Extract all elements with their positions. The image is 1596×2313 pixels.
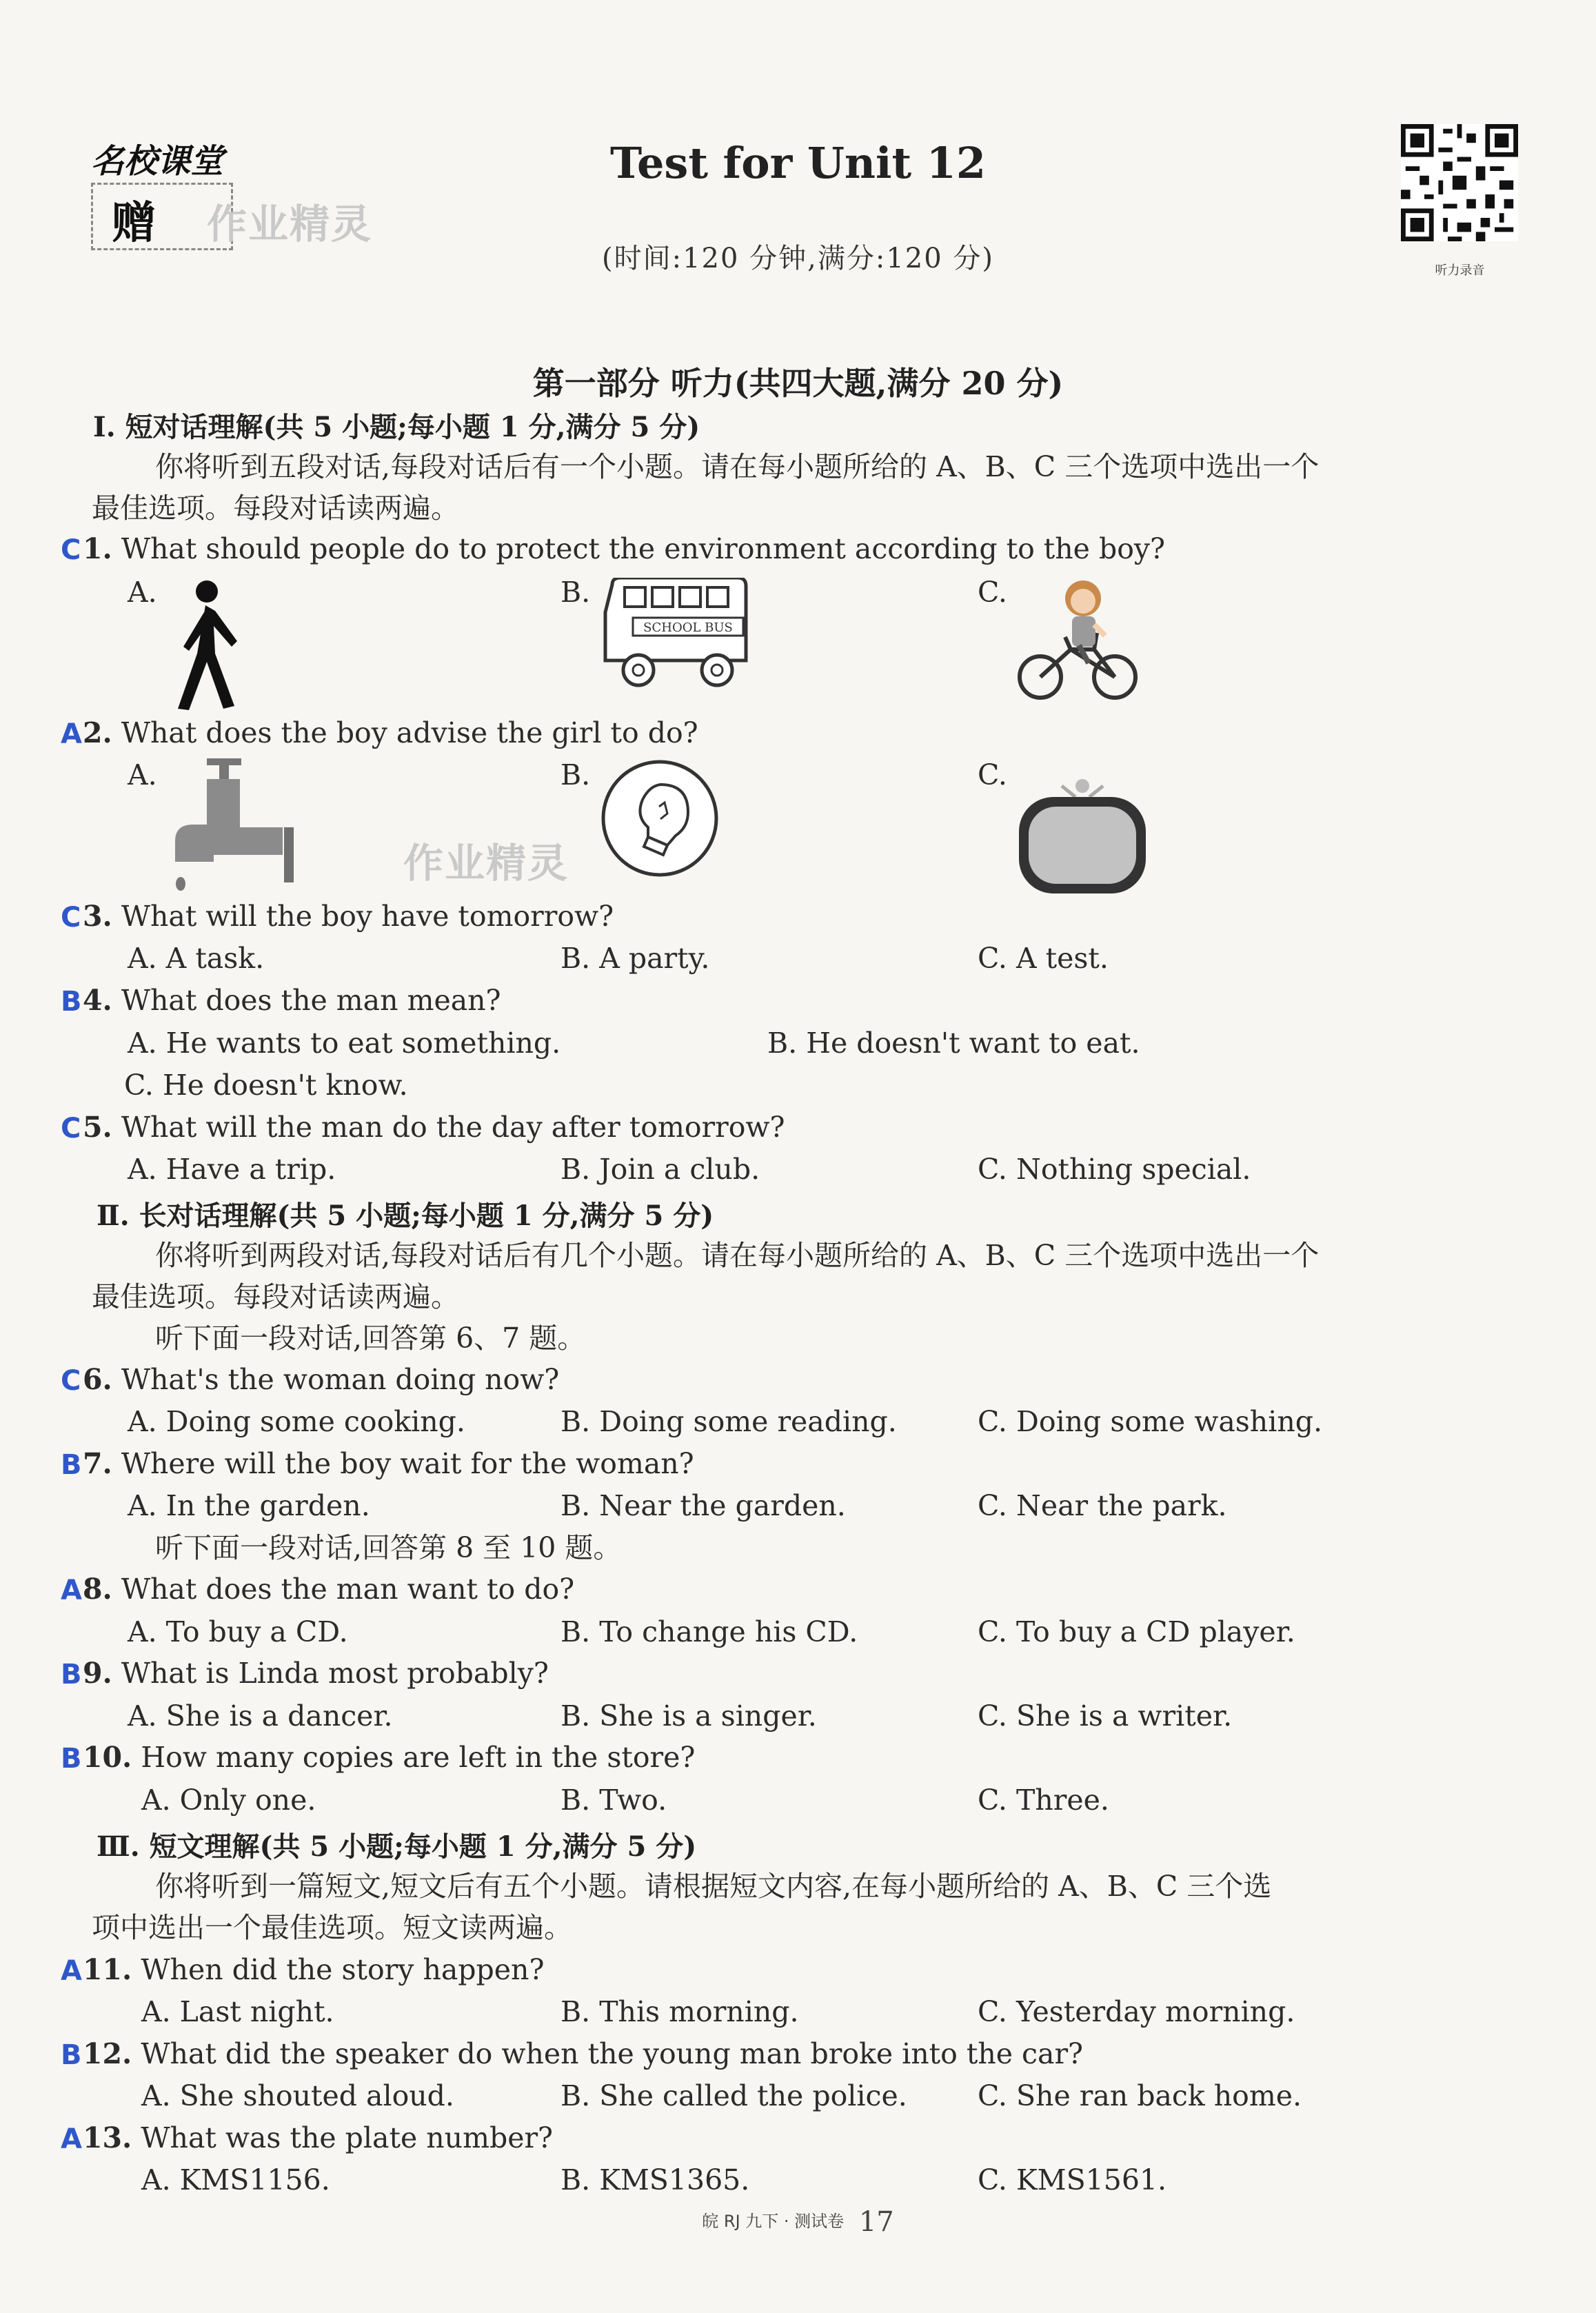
option-2b: B. — [560, 758, 591, 791]
question-text: What does the boy advise the girl to do? — [121, 716, 698, 749]
answer-mark-9: B — [61, 1659, 82, 1690]
answer-mark-7: B — [61, 1449, 82, 1481]
option-11c: C. Yesterday morning. — [978, 1995, 1295, 2028]
question-text: What does the man want to do? — [121, 1573, 575, 1606]
section-2-instruction-line1: 你将听到两段对话,每段对话后有几个小题。请在每小题所给的 A、B、C 三个选项中选出一个 — [155, 1239, 1320, 1272]
option-7c: C. Near the park. — [978, 1489, 1227, 1522]
option-8c: C. To buy a CD player. — [978, 1615, 1295, 1648]
answer-mark-11: A — [61, 1955, 82, 1987]
question-text: When did the story happen? — [141, 1953, 545, 1986]
gift-badge-label: 赠 — [112, 198, 156, 249]
option-8a: A. To buy a CD. — [128, 1615, 348, 1648]
question-text: What did the speaker do when the young man broke into the car? — [141, 2037, 1084, 2070]
question-text: Where will the boy wait for the woman? — [121, 1447, 694, 1480]
brand-logo-text: 名校课堂 — [91, 142, 224, 181]
section-3-instruction-line1: 你将听到一篇短文,短文后有五个小题。请根据短文内容,在每小题所给的 A、B、C 三个选 — [155, 1870, 1272, 1903]
section-1-instruction-line2: 最佳选项。每段对话读两遍。 — [92, 492, 459, 525]
television-icon — [1013, 758, 1151, 896]
school-bus-icon — [600, 578, 751, 691]
page-subtitle: (时间:120 分钟,满分:120 分) — [601, 243, 994, 274]
option-2a: A. — [128, 758, 157, 791]
question-text: What is Linda most probably? — [121, 1657, 549, 1690]
question-12 — [83, 2037, 1083, 2070]
question-number: 2. — [83, 716, 112, 749]
girl-on-bicycle-icon — [1017, 574, 1144, 705]
option-9a: A. She is a dancer. — [128, 1699, 393, 1733]
option-13b: B. KMS1365. — [560, 2163, 750, 2196]
question-number: 5. — [83, 1111, 112, 1144]
option-6b: B. Doing some reading. — [560, 1405, 897, 1438]
question-number: 6. — [83, 1363, 112, 1396]
answer-mark-8: A — [61, 1575, 82, 1606]
section-2-instruction-line2: 最佳选项。每段对话读两遍。 — [92, 1280, 459, 1313]
question-7 — [83, 1447, 694, 1480]
answer-mark-12: B — [61, 2039, 82, 2071]
page-number: 17 — [858, 2206, 894, 2238]
question-number: 7. — [83, 1447, 112, 1480]
dripping-tap-icon — [165, 758, 296, 893]
option-1a: A. — [128, 576, 157, 609]
question-1 — [83, 532, 1165, 565]
question-8 — [83, 1573, 574, 1606]
option-13a: A. KMS1156. — [141, 2163, 330, 2196]
question-6 — [83, 1363, 559, 1396]
question-2 — [83, 716, 698, 749]
question-9 — [83, 1657, 549, 1690]
question-text: What will the boy have tomorrow? — [121, 900, 614, 933]
option-4c: C. He doesn't know. — [124, 1069, 408, 1102]
option-10b: B. Two. — [560, 1784, 667, 1817]
question-text: What's the woman doing now? — [121, 1363, 560, 1396]
question-text: What will the man do the day after tomorrow? — [121, 1111, 785, 1144]
option-11b: B. This morning. — [560, 1995, 799, 2028]
answer-mark-1: C — [61, 534, 81, 566]
option-12b: B. She called the police. — [560, 2079, 907, 2112]
question-number: 10. — [83, 1741, 132, 1774]
light-bulb-icon — [600, 758, 720, 879]
watermark-middle: 作业精灵 — [403, 840, 569, 887]
option-10a: A. Only one. — [141, 1784, 316, 1817]
footer-label: 皖 RJ 九下 · 测试卷 — [702, 2212, 845, 2231]
question-text: What should people do to protect the environment according to the boy? — [121, 532, 1166, 565]
option-6a: A. Doing some cooking. — [128, 1405, 465, 1438]
option-12a: A. She shouted aloud. — [141, 2079, 454, 2112]
option-3b: B. A party. — [560, 942, 710, 975]
question-13 — [83, 2121, 553, 2154]
section-2-subheading-2: 听下面一段对话,回答第 8 至 10 题。 — [155, 1531, 622, 1564]
section-2-heading: Ⅱ. 长对话理解(共 5 小题;每小题 1 分,满分 5 分) — [97, 1200, 714, 1232]
question-10 — [83, 1741, 695, 1774]
section-1-heading: Ⅰ. 短对话理解(共 5 小题;每小题 1 分,满分 5 分) — [93, 411, 700, 443]
question-text: What does the man mean? — [121, 984, 501, 1017]
question-number: 13. — [83, 2121, 132, 2154]
bus-sign-text: SCHOOL BUS — [643, 620, 733, 635]
section-2-subheading-1: 听下面一段对话,回答第 6、7 题。 — [155, 1322, 586, 1355]
section-1-instruction-line1: 你将听到五段对话,每段对话后有一个小题。请在每小题所给的 A、B、C 三个选项中选出一个 — [155, 450, 1320, 483]
answer-mark-6: C — [61, 1365, 81, 1397]
answer-mark-13: A — [61, 2123, 82, 2155]
question-11 — [83, 1953, 544, 1986]
question-5 — [83, 1111, 785, 1144]
question-number: 8. — [83, 1573, 112, 1606]
walking-person-icon — [164, 578, 247, 712]
option-9b: B. She is a singer. — [560, 1699, 817, 1733]
option-3c: C. A test. — [978, 942, 1109, 975]
page-footer — [0, 2206, 1596, 2238]
part-one-heading: 第一部分 听力(共四大题,满分 20 分) — [532, 365, 1064, 402]
option-5c: C. Nothing special. — [978, 1153, 1251, 1186]
question-3 — [83, 900, 614, 933]
question-text: What was the plate number? — [141, 2121, 554, 2154]
option-5a: A. Have a trip. — [128, 1153, 336, 1186]
question-text: How many copies are left in the store? — [141, 1741, 696, 1774]
option-13c: C. KMS1561. — [978, 2163, 1167, 2196]
page-title: Test for Unit 12 — [609, 138, 987, 188]
answer-mark-5: C — [61, 1113, 81, 1144]
qr-code-icon[interactable] — [1401, 124, 1518, 241]
section-3-instruction-line2: 项中选出一个最佳选项。短文读两遍。 — [92, 1911, 572, 1944]
option-5b: B. Join a club. — [560, 1153, 760, 1186]
question-number: 4. — [83, 984, 112, 1017]
option-1c: C. — [978, 576, 1007, 609]
option-11a: A. Last night. — [141, 1995, 334, 2028]
option-4a: A. He wants to eat something. — [128, 1027, 561, 1060]
option-4b: B. He doesn't want to eat. — [767, 1027, 1140, 1060]
qr-code-label: 听力录音 — [1435, 263, 1485, 278]
answer-mark-10: B — [61, 1743, 82, 1775]
question-number: 9. — [83, 1657, 112, 1690]
section-3-heading: Ⅲ. 短文理解(共 5 小题;每小题 1 分,满分 5 分) — [97, 1830, 697, 1863]
question-number: 1. — [83, 532, 112, 565]
option-8b: B. To change his CD. — [560, 1615, 858, 1648]
answer-mark-3: C — [61, 902, 81, 933]
option-12c: C. She ran back home. — [978, 2079, 1302, 2112]
option-9c: C. She is a writer. — [978, 1699, 1233, 1733]
question-number: 11. — [83, 1953, 132, 1986]
option-7a: A. In the garden. — [128, 1489, 370, 1522]
option-7b: B. Near the garden. — [560, 1489, 846, 1522]
question-number: 3. — [83, 900, 112, 933]
question-4 — [83, 984, 501, 1017]
option-6c: C. Doing some washing. — [978, 1405, 1323, 1438]
answer-mark-4: B — [61, 986, 82, 1018]
watermark-top: 作业精灵 — [207, 201, 373, 248]
answer-mark-2: A — [61, 718, 82, 750]
option-10c: C. Three. — [978, 1784, 1109, 1817]
question-number: 12. — [83, 2037, 132, 2070]
option-2c: C. — [978, 758, 1007, 791]
option-1b: B. — [560, 576, 591, 609]
option-3a: A. A task. — [128, 942, 265, 975]
